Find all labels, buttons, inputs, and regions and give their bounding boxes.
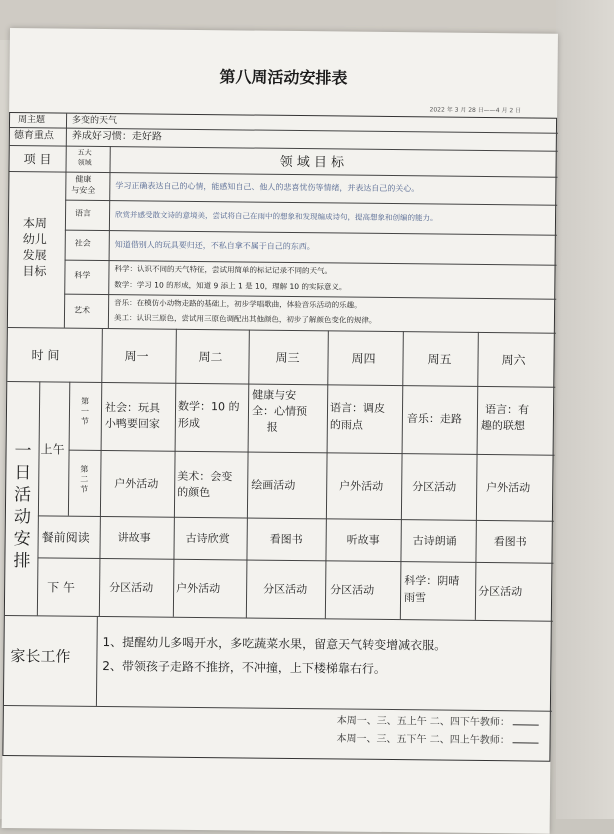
domain-health: 与安全 [71,185,96,195]
row-divider [7,381,555,388]
five-areas-header: 五大 [77,148,92,157]
morning-1-sat: 趣的联想 [480,418,525,433]
morning-2-fri: 分区活动 [412,480,457,494]
theme-value: 多变的天气 [71,115,118,127]
signature-line [513,715,539,725]
theme-label: 周主题 [17,115,46,126]
morning-2-tue: 的颜色 [177,485,211,500]
day-header: 周六 [501,353,526,368]
section-1-label: 一 [80,406,90,416]
day-block-label: 活 [14,485,32,506]
morning-1-tue: 数学：10 的 [177,399,240,414]
goal-math: 数学：学习 10 的形成，知道 9 添上 1 是 10，理解 10 的实际意义。 [114,280,347,292]
day-block-label: 日 [14,463,32,484]
section-1-label: 第 [81,396,90,406]
afternoon-thu: 分区活动 [330,583,375,597]
row-divider [5,615,553,622]
footer-teacher-line-2: 本周一、三、五下午 二、四上午教师： [337,729,539,746]
morning-1-mon: 社会：玩具 [104,401,161,415]
section-2-label: 节 [80,484,89,494]
row-divider [9,171,557,178]
parents-item-1: 1、提醒幼儿多喝开水，多吃蔬菜水果，留意天气转变增减衣服。 [102,635,447,653]
col-divider [96,616,98,706]
goal-music: 音乐：在模仿小动物走路的基础上，初步学唱歌曲，体验音乐活动的乐趣。 [114,298,362,310]
morning-1-thu: 语言：调皮 [329,401,386,415]
goal-health: 学习正确表达自己的心情，能感知自己、他人的悲喜忧伤等情绪，并表达自己的关心。 [115,181,420,194]
morning-label: 上午 [40,442,65,457]
section-2-label: 第 [80,464,89,474]
row-divider [65,200,557,206]
col-divider [66,114,67,146]
row-divider [10,145,558,152]
col-divider [108,146,111,328]
reading-wed: 看图书 [269,532,303,547]
col-divider [101,328,103,382]
col-divider [37,381,40,615]
col-divider [173,329,177,617]
afternoon-sat: 分区活动 [478,584,523,599]
afternoon-fri: 科学：阴晴 [404,574,460,588]
morning-2-thu: 户外活动 [339,479,384,493]
reading-tue: 古诗欣赏 [185,531,230,546]
item-header: 项 目 [23,152,52,167]
day-header: 周一 [124,349,149,364]
col-divider [99,382,102,616]
goal-craft: 美工：认识三原色，尝试用三原色调配出其他颜色，初步了解颜色变化的规律。 [113,313,377,325]
morning-2-sat: 户外活动 [486,481,531,495]
section-2-label: 二 [80,474,89,484]
row-divider [8,327,556,334]
morning-1-fri: 音乐：走路 [406,412,462,426]
col-divider [64,146,67,328]
domain-science: 科学 [74,270,91,280]
schedule-sheet [2,28,558,834]
footer-teacher-line-1: 本周一、三、五上午 二、四下午教师： [337,711,539,728]
focus-value: 养成好习惯：走好路 [71,130,162,143]
domain-health: 健康 [75,174,92,184]
domain-language: 语言 [75,208,92,218]
day-block-label: 安 [13,529,31,550]
goal-language: 欣赏并感受散文诗的意境美，尝试将自己在雨中的想象和发现编成诗句，提高想象和创编的能力。 [115,210,438,223]
time-header: 时 间 [31,348,60,363]
day-block-label: 动 [13,507,31,528]
morning-1-wed: 全：心情预 [251,404,308,419]
goal-science: 科学：认识不同的天气特征，尝试用简单的标记记录不同的天气。 [114,264,333,276]
reading-thu: 听故事 [346,533,380,547]
reading-label: 餐前阅读 [41,530,90,545]
goals-row-label: 幼儿 [22,232,47,247]
morning-2-mon: 户外活动 [114,477,159,491]
day-header: 周四 [351,351,376,366]
morning-2-wed: 绘画活动 [251,478,296,493]
afternoon-wed: 分区活动 [263,582,308,597]
reading-sat: 看图书 [493,535,527,549]
morning-1-wed: 健康与安 [252,388,297,403]
goals-header: 领 域 目 标 [279,154,345,171]
morning-1-mon: 小鸭要回家 [104,417,160,431]
morning-1-tue: 形成 [177,416,200,431]
goals-row-label: 本周 [22,216,48,231]
morning-2-tue: 美术：会变 [177,469,233,484]
col-divider [325,330,329,618]
afternoon-fri: 雨雪 [403,591,427,605]
row-divider [4,705,552,712]
day-header: 周二 [198,349,223,365]
day-header: 周五 [427,352,452,367]
goal-social: 知道借别人的玩具要归还，不私自拿不属于自己的东西。 [114,240,315,252]
schedule-table [2,112,557,762]
reading-mon: 讲故事 [117,531,151,545]
day-block-label: 一 [14,441,32,462]
row-divider [65,230,557,236]
morning-1-thu: 的雨点 [329,418,363,432]
morning-1-wed: 报 [266,420,278,434]
reading-fri: 古诗朗诵 [412,534,457,548]
goals-row-label: 发展 [22,248,47,263]
parents-label: 家长工作 [10,647,71,666]
row-divider [69,450,555,456]
col-divider [68,382,70,516]
section-1-label: 节 [80,416,89,426]
afternoon-tue: 户外活动 [176,581,221,596]
afternoon-mon: 分区活动 [109,581,154,595]
signature-line [513,733,539,743]
focus-label: 德育重点 [13,130,54,142]
domain-art: 艺术 [74,305,91,315]
day-block-label: 排 [13,551,31,572]
day-header: 周三 [275,350,300,366]
afternoon-label: 下 午 [47,580,76,595]
col-divider [475,332,479,620]
page-title: 第八周活动安排表 [219,67,348,88]
domain-social: 社会 [74,238,91,248]
five-areas-header: 领域 [77,158,92,167]
goals-row-label: 目标 [22,264,47,279]
col-divider [400,331,404,619]
background-right [556,0,614,819]
parents-item-2: 2、带领孩子走路不推挤，不冲撞，上下楼梯靠右行。 [102,659,387,676]
morning-1-sat: 语言：有 [484,402,530,417]
col-divider [246,330,250,618]
date-range: 2022 年 3 月 28 日——4 月 2 日 [429,106,522,115]
